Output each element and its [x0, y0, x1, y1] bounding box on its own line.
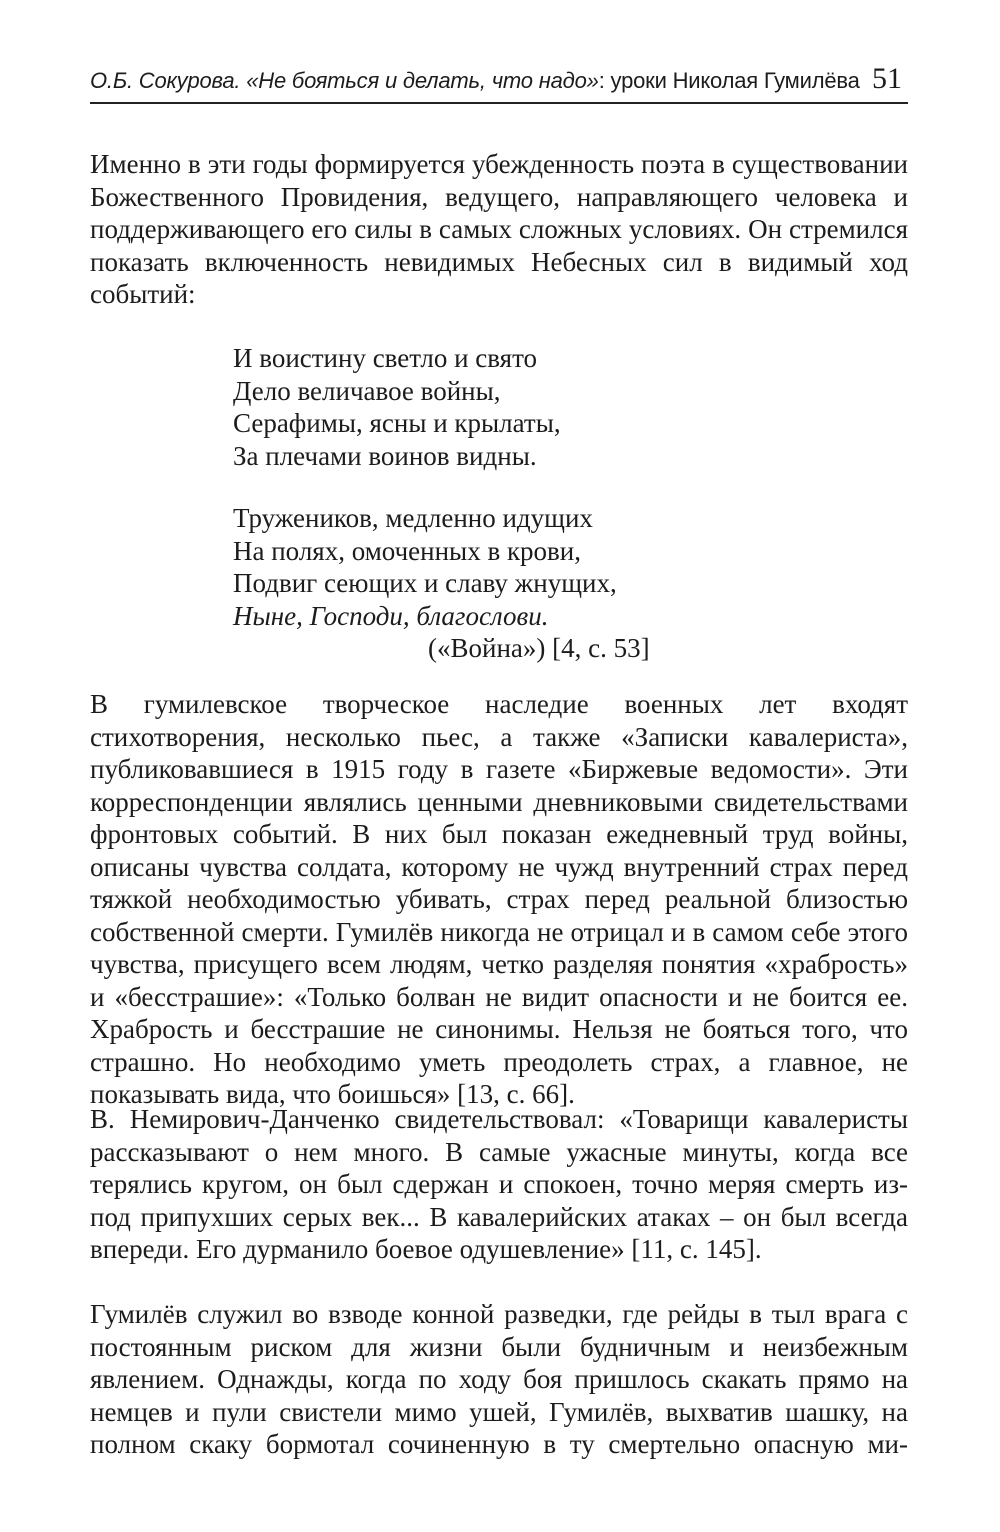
poem-stanza-1 [233, 342, 753, 472]
poem-line: Подвиг сеющих и славу жнущих, [233, 568, 617, 598]
running-head-text [90, 68, 860, 94]
running-head [90, 62, 908, 104]
paragraph-2 [90, 688, 908, 1111]
running-head-title-rest: : уроки Николая Гумилёва [598, 68, 860, 93]
poem-line: Тружеников, медленно идущих [233, 503, 593, 533]
paragraph-2-text: В гумилевское творческое наследие военных лет входят стихотворения, несколько пьес, а также «Записки кавалериста», публиковавшиеся в 1915 году в газете «Биржевые ведомости». Эти корреспонденции являлись ценными дневниковыми свидетельствами фронтовых событий. В них был показан ежедневный труд войны, описаны чувства солдата, которому не чужд внутренний страх перед тяжкой необходимостью убивать, страх перед реальной близостью собственной смерти. Гумилёв никогда не отрицал и в самом себе этого чувства, присущего всем людям, четко разделяя понятия «храбрость» и «бесстрашие»: «Только болван не видит опасности и не боится ее. Храбрость и бесстрашие не синонимы. Нельзя не бояться того, что страшно. Но необходимо уметь преодолеть страх, а главное, не показывать вида, что боишься» [13, с. 66]. [90, 689, 908, 1109]
poem-line: Дело величавое войны, [233, 375, 501, 406]
page-number: 51 [872, 62, 902, 95]
paragraph-1 [90, 148, 908, 311]
paragraph-1-text: Именно в эти годы формируется убежденность поэта в существовании Божественного Провидения, ведущего, направляющего человека и поддерживающего его силы в самых сложных условиях. Он стремился показать включенность невидимых Небесных сил в видимый ход событий: [90, 149, 908, 309]
running-head-author: О.Б. Сокурова. [90, 68, 241, 93]
paragraph-4-text: Гумилёв служил во взводе конной разведки, где рейды в тыл врага с постоянным риском для жизни были будничным и неизбежным явлением. Однажды, когда по ходу боя пришлось скакать прямо на немцев и пули свистели мимо ушей, Гумилёв, выхватив шашку, на полном скаку бормотал сочиненную в ту смертельно опасную ми- [90, 1299, 908, 1459]
paragraph-3 [90, 1103, 908, 1266]
poem-source-citation: («Война») [4, с. 53] [428, 633, 650, 663]
paragraph-3-text: В. Немирович-Данченко свидетельствовал: «Товарищи кавалеристы рассказывают о нем много. В самые ужасные минуты, когда все терялись кругом, он был сдержан и спокоен, точно меряя смерть из-под припухших серых век... В кавалерийских атаках – он был всегда впереди. Его дурманило боевое одушевление» [11, с. 145]. [90, 1104, 908, 1264]
poem-line: И воистину светло и свято [233, 343, 538, 373]
poem-line-italic: Ныне, Господи, благослови. [233, 600, 549, 631]
poem-line: За плечами воинов видны. [233, 440, 537, 471]
paragraph-4 [90, 1298, 908, 1461]
poem-line: Серафимы, ясны и крылаты, [233, 408, 561, 438]
poem-line: На полях, омоченных в крови, [233, 535, 582, 566]
poem-stanza-2 [233, 502, 753, 632]
running-head-title-italic: «Не бояться и делать, что надо» [246, 68, 599, 93]
